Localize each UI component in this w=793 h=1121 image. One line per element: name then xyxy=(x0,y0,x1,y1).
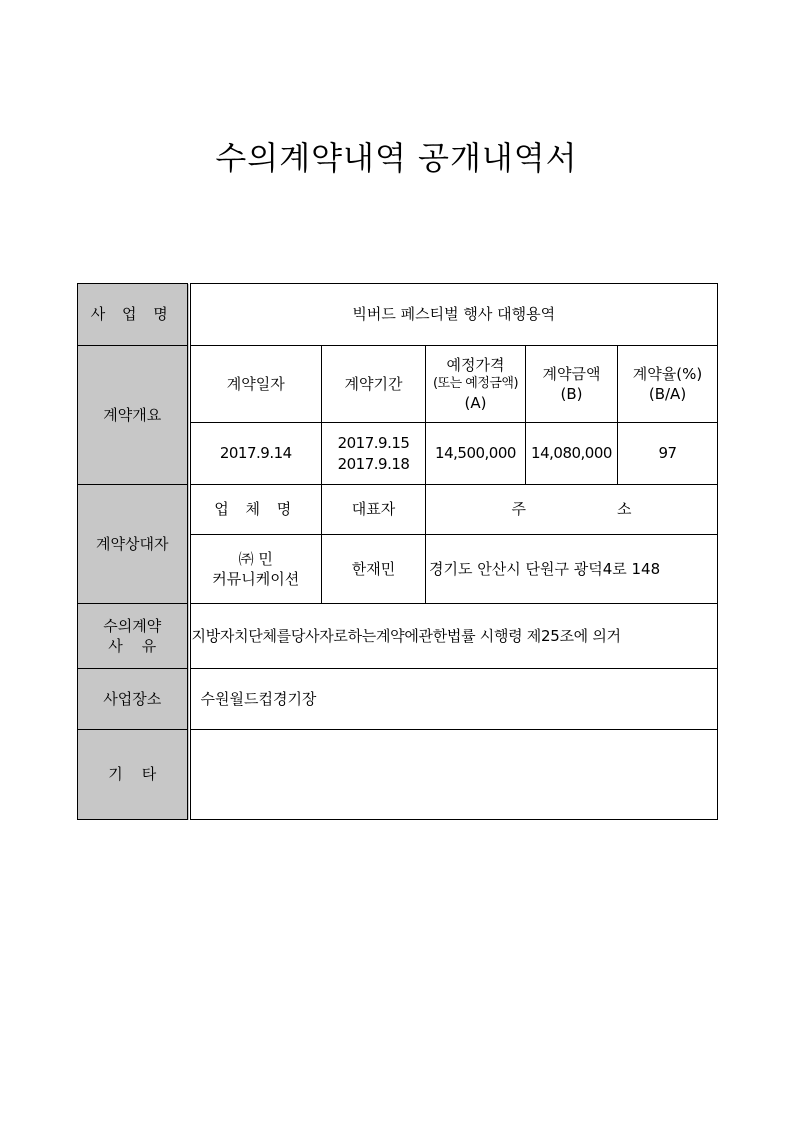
representative-header: 대표자 xyxy=(322,485,426,535)
project-label: 사 업 명 xyxy=(78,284,189,346)
contract-amount-header xyxy=(526,346,618,423)
contract-amount-header-line1: 계약금액 xyxy=(542,364,601,383)
contract-date-value: 2017.9.14 xyxy=(189,423,322,485)
contract-table xyxy=(77,283,718,820)
address-value: 경기도 안산시 단원구 광덕4로 148 xyxy=(426,535,718,604)
contract-rate-value: 97 xyxy=(618,423,718,485)
overview-label: 계약개요 xyxy=(78,346,189,485)
contract-rate-header-line2: (B/A) xyxy=(648,385,687,403)
project-row xyxy=(78,284,718,346)
representative-name: 한재민 xyxy=(322,535,426,604)
counterparty-label: 계약상대자 xyxy=(78,485,189,604)
period-end: 2017.9.18 xyxy=(337,454,410,473)
address-header-part1: 주 xyxy=(511,500,526,519)
etc-value xyxy=(189,730,718,820)
contract-period-value xyxy=(322,423,426,485)
estimated-price-header-line3: (A) xyxy=(464,393,487,412)
reason-label-line2: 사 유 xyxy=(108,637,157,655)
contract-rate-header-line1: 계약율(%) xyxy=(632,364,703,383)
location-row xyxy=(78,669,718,730)
reason-value: 지방자치단체를당사자로하는계약에관한법률 시행령 제25조에 의거 xyxy=(189,604,718,669)
address-header xyxy=(426,485,718,535)
contract-rate-header xyxy=(618,346,718,423)
counterparty-header-row xyxy=(78,485,718,535)
estimated-price-header-line1: 예정가격 xyxy=(446,355,505,374)
location-value: 수원월드컵경기장 xyxy=(189,669,718,730)
estimated-price-value: 14,500,000 xyxy=(426,423,526,485)
period-start: 2017.9.15 xyxy=(337,434,410,453)
reason-row xyxy=(78,604,718,669)
company-name xyxy=(189,535,322,604)
address-header-part2: 소 xyxy=(617,500,632,519)
contract-amount-value: 14,080,000 xyxy=(526,423,618,485)
etc-row xyxy=(78,730,718,820)
reason-label-line1: 수의계약 xyxy=(103,616,162,635)
overview-header-row xyxy=(78,346,718,423)
location-label: 사업장소 xyxy=(78,669,189,730)
contract-date-header: 계약일자 xyxy=(189,346,322,423)
contract-period-header: 계약기간 xyxy=(322,346,426,423)
contract-amount-header-line2: (B) xyxy=(560,385,583,403)
estimated-price-header xyxy=(426,346,526,423)
document-title: 수의계약내역 공개내역서 xyxy=(215,139,578,177)
company-header: 업 체 명 xyxy=(189,485,322,535)
company-name-line1: ㈜ 민 xyxy=(238,549,273,568)
estimated-price-header-line2: (또는 예정금액) xyxy=(432,376,519,392)
project-name: 빅버드 페스티벌 행사 대행용역 xyxy=(189,284,718,346)
etc-label: 기 타 xyxy=(78,730,189,820)
company-name-line2: 커뮤니케이션 xyxy=(212,570,300,588)
reason-label xyxy=(78,604,189,669)
